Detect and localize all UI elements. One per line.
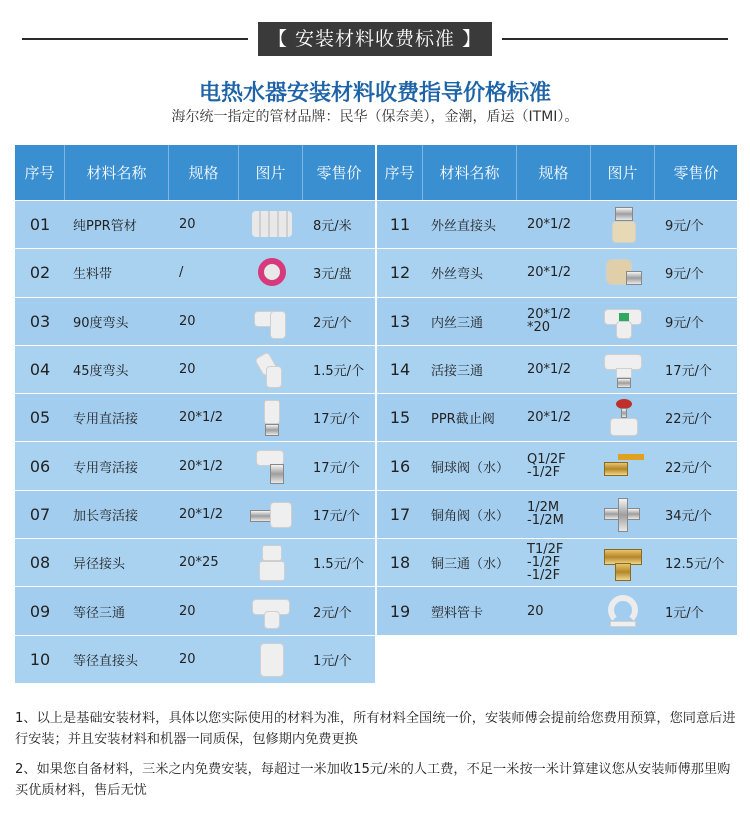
table-row [377,394,737,441]
item-picture [591,346,655,393]
table-header [377,145,737,200]
header-no: 序号 [377,145,423,200]
item-name: 异径接头 [73,557,126,573]
item-price: 9元/个 [665,267,704,283]
item-number: 12 [389,263,411,283]
table-row [15,539,375,586]
table-row [15,201,375,248]
item-picture [239,636,303,683]
price-table-left [15,145,375,683]
item-number: 03 [29,311,51,331]
item-picture [591,442,655,489]
item-number: 18 [389,553,411,573]
item-spec: 20*1/2 [527,410,571,426]
header-price: 零售价 [673,164,719,182]
item-name: 等径直接头 [73,653,139,669]
item-number: 09 [29,601,51,621]
item-picture [239,587,303,634]
note-1: 1、以上是基础安装材料，具体以您实际使用的材料为准，所有材料全国统一价，安装师傅会提前给您费用预算，您同意后进行安装；并且安装材料和机器一同质保，包修期内免费更换 [15,711,736,747]
table-row [377,539,737,586]
item-price: 8元/米 [313,219,352,235]
tee-icon [248,591,294,631]
item-spec: 20 [179,313,196,329]
item-name: 90度弯头 [73,315,129,331]
item-name: 生料带 [73,267,113,283]
straight-union-icon [248,398,294,438]
note-2: 2、如果您自备材料，三米之内免费安装，每超过一米加收15元/米的人工费，不足一米按一米计算建议您从安装师傅那里购买优质材料，售后无忧 [15,762,731,798]
item-picture [591,201,655,248]
stop-valve-icon [600,398,646,438]
item-number: 07 [29,504,51,524]
item-number: 04 [29,360,51,380]
item-price: 9元/个 [665,219,704,235]
item-number: 05 [29,408,51,428]
brand-subtitle: 海尔统一指定的管材品牌：民华（保奈美），金潮，盾运（ITMI）。 [171,109,579,125]
brass-tee-icon [600,543,646,583]
notes [15,708,740,810]
ppr-pipe-icon [248,205,294,245]
male-coupling-icon [600,205,646,245]
table-row [377,442,737,489]
item-price: 3元/盘 [313,267,352,283]
item-name: 纯PPR管材 [73,219,137,235]
item-name: 专用直活接 [73,412,139,428]
item-name: 加长弯活接 [73,508,139,524]
item-picture [239,201,303,248]
item-spec: 20*25 [179,555,219,571]
item-number: 16 [389,456,411,476]
item-picture [239,394,303,441]
table-row [377,249,737,296]
item-price: 1.5元/个 [313,364,365,380]
item-number: 06 [29,456,51,476]
item-name: 塑料管卡 [431,605,484,621]
item-spec: 20 [179,603,196,619]
item-spec: 1/2M -1/2M [527,500,564,529]
item-name: 45度弯头 [73,364,129,380]
item-spec: 20*1/2 [527,217,571,233]
item-name: 内丝三通 [431,315,484,331]
item-number: 19 [389,601,411,621]
item-picture [239,491,303,538]
item-spec: T1/2F -1/2F -1/2F [527,542,564,584]
header-name: 材料名称 [65,145,169,200]
item-price: 9元/个 [665,315,704,331]
item-number: 15 [389,408,411,428]
elbow-90-icon [248,301,294,341]
angle-valve-icon [600,494,646,534]
page-title: 电热水器安装材料收费指导价格标准 [198,81,551,106]
item-price: 2元/个 [313,315,352,331]
item-picture [591,491,655,538]
table-row [15,394,375,441]
item-price: 17元/个 [313,460,360,476]
item-name: 铜角阀（水） [431,508,510,524]
item-price: 17元/个 [313,508,360,524]
table-row [15,298,375,345]
header-name: 材料名称 [423,145,517,200]
long-elbow-union-icon [248,494,294,534]
item-number: 08 [29,553,51,573]
item-price: 34元/个 [665,508,712,524]
table-row [377,346,737,393]
item-number: 01 [29,215,51,235]
header-spec: 规格 [517,145,591,200]
header-spec: 规格 [169,145,239,200]
header-pic: 图片 [591,145,655,200]
item-name: 活接三通 [431,364,484,380]
item-picture [239,539,303,586]
item-spec: 20 [179,651,196,667]
reducer-icon [248,543,294,583]
item-number: 02 [29,263,51,283]
item-picture [239,346,303,393]
item-spec: 20 [179,362,196,378]
item-name: 铜球阀（水） [431,460,510,476]
table-row [377,491,737,538]
elbow-union-icon [248,446,294,486]
table-row [15,346,375,393]
table-row [377,201,737,248]
item-picture [591,587,655,634]
item-spec: 20 [179,217,196,233]
item-picture [591,249,655,296]
item-spec: Q1/2F -1/2F [527,452,566,481]
item-name: 外丝直接头 [431,219,497,235]
item-spec: 20*1/2 [527,265,571,281]
item-price: 22元/个 [665,460,712,476]
item-name: 等径三通 [73,605,126,621]
item-number: 13 [389,311,411,331]
sealing-tape-icon [248,253,294,293]
table-row [15,442,375,489]
item-number: 17 [389,504,411,524]
table-row [15,249,375,296]
item-spec: 20*1/2 [179,506,223,522]
union-tee-icon [600,350,646,390]
item-spec: / [179,265,184,281]
item-name: 外丝弯头 [431,267,484,283]
table-row [15,587,375,634]
coupling-icon [248,639,294,679]
item-price: 2元/个 [313,605,352,621]
female-tee-icon [600,301,646,341]
header-pic: 图片 [239,145,303,200]
price-table-right [377,145,737,635]
ball-valve-icon [600,446,646,486]
banner-line-right [502,38,728,40]
header-price: 零售价 [316,164,362,182]
item-number: 14 [389,360,411,380]
item-name: 专用弯活接 [73,460,139,476]
item-picture [239,298,303,345]
male-elbow-icon [600,253,646,293]
section-banner: 【 安装材料收费标准 】 [258,22,492,56]
item-spec: 20*1/2 *20 [527,307,571,336]
item-picture [591,394,655,441]
item-picture [239,249,303,296]
table-row [377,298,737,345]
header-no: 序号 [15,145,65,200]
item-spec: 20*1/2 [527,362,571,378]
elbow-45-icon [248,350,294,390]
item-number: 11 [389,215,411,235]
item-price: 17元/个 [665,364,712,380]
item-price: 1元/个 [313,653,352,669]
item-price: 12.5元/个 [665,557,725,573]
item-spec: 20*1/2 [179,410,223,426]
item-number: 10 [29,649,51,669]
table-header [15,145,375,200]
item-name: PPR截止阀 [431,412,495,428]
item-price: 1.5元/个 [313,557,365,573]
item-name: 铜三通（水） [431,557,510,573]
item-spec: 20 [527,603,544,619]
item-price: 22元/个 [665,412,712,428]
table-row [377,587,737,634]
item-picture [591,298,655,345]
item-price: 17元/个 [313,412,360,428]
table-row [15,636,375,683]
item-picture [239,442,303,489]
item-spec: 20*1/2 [179,458,223,474]
banner-line-left [22,38,248,40]
pipe-clip-icon [600,591,646,631]
item-price: 1元/个 [665,605,704,621]
table-row [15,491,375,538]
item-picture [591,539,655,586]
